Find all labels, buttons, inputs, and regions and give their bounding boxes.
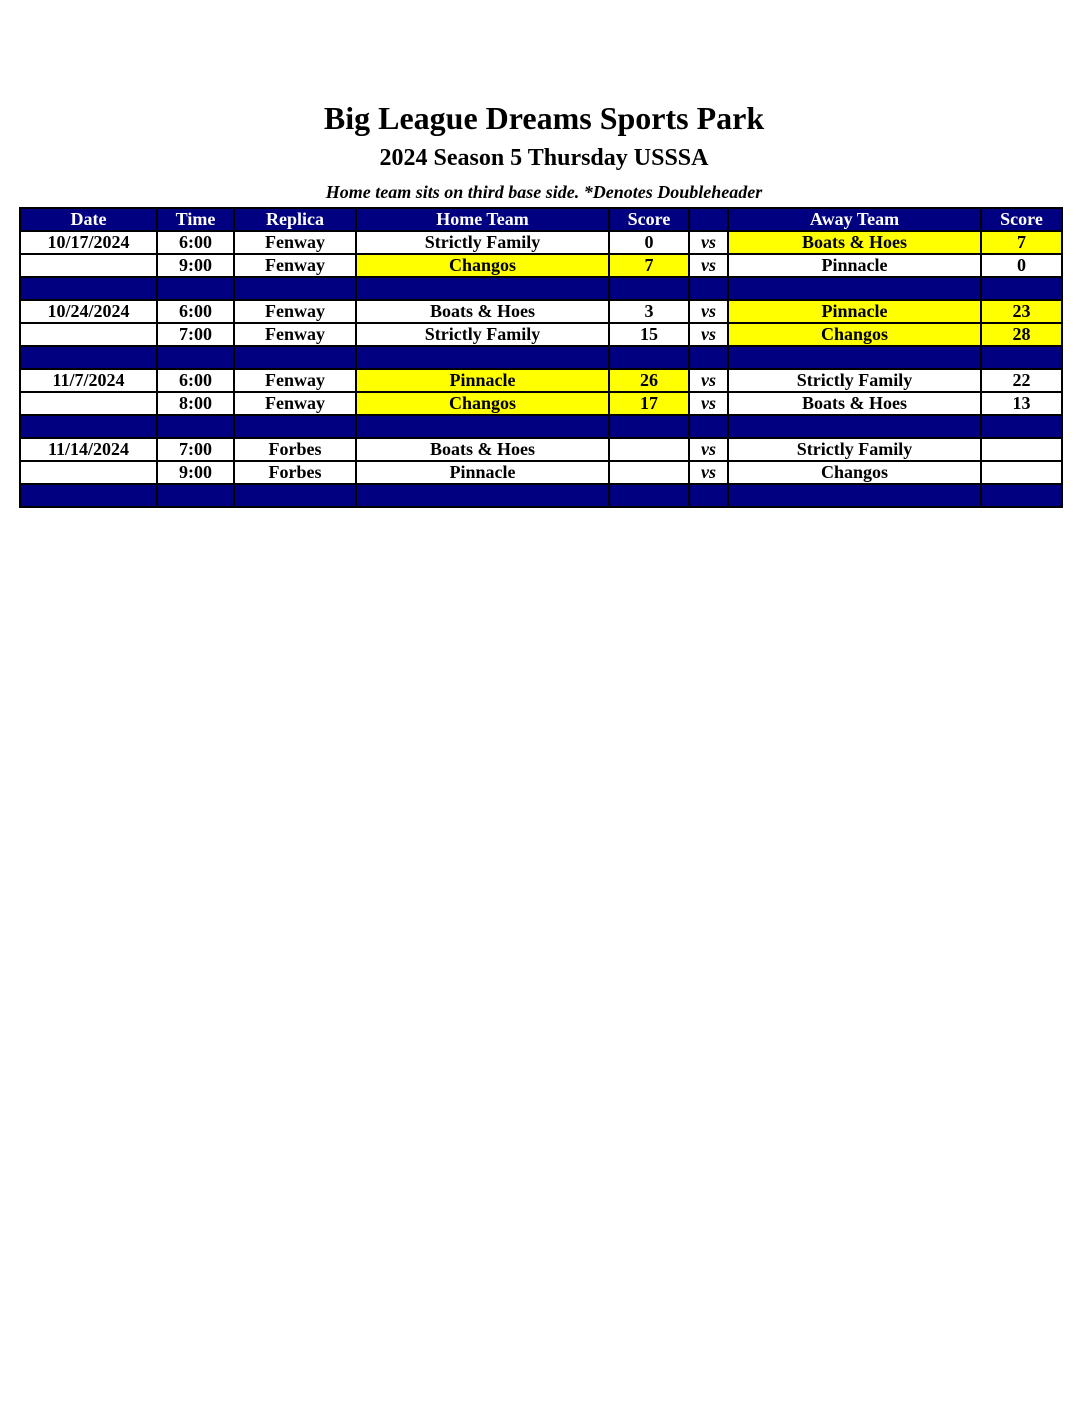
cell-home-team: Pinnacle xyxy=(356,461,609,484)
cell-vs: vs xyxy=(689,323,728,346)
cell-home-score: 15 xyxy=(609,323,689,346)
cell-home-team: Boats & Hoes xyxy=(356,438,609,461)
cell-date: 10/17/2024 xyxy=(20,231,157,254)
col-header-away-team: Away Team xyxy=(728,208,981,231)
cell-home-team: Strictly Family xyxy=(356,231,609,254)
cell-replica: Fenway xyxy=(234,392,356,415)
cell-away-score xyxy=(981,461,1062,484)
cell-home-score: 26 xyxy=(609,369,689,392)
cell-date xyxy=(20,254,157,277)
cell-date xyxy=(20,323,157,346)
table-row xyxy=(20,300,1062,323)
col-header-date: Date xyxy=(20,208,157,231)
cell-replica: Fenway xyxy=(234,369,356,392)
week-separator-row xyxy=(20,277,1062,300)
cell-away-team: Pinnacle xyxy=(728,254,981,277)
cell-away-team: Boats & Hoes xyxy=(728,231,981,254)
cell-date xyxy=(20,392,157,415)
cell-vs: vs xyxy=(689,392,728,415)
cell-away-score: 28 xyxy=(981,323,1062,346)
cell-replica: Fenway xyxy=(234,300,356,323)
cell-away-score: 13 xyxy=(981,392,1062,415)
table-row xyxy=(20,392,1062,415)
week-separator-row xyxy=(20,415,1062,438)
table-row xyxy=(20,461,1062,484)
cell-vs: vs xyxy=(689,369,728,392)
cell-vs: vs xyxy=(689,254,728,277)
cell-time: 9:00 xyxy=(157,461,234,484)
table-row xyxy=(20,231,1062,254)
table-row xyxy=(20,438,1062,461)
col-header-vs xyxy=(689,208,728,231)
cell-home-score: 17 xyxy=(609,392,689,415)
cell-replica: Forbes xyxy=(234,438,356,461)
cell-time: 6:00 xyxy=(157,300,234,323)
cell-time: 8:00 xyxy=(157,392,234,415)
table-header-row xyxy=(20,208,1062,231)
cell-away-team: Boats & Hoes xyxy=(728,392,981,415)
cell-home-score: 3 xyxy=(609,300,689,323)
col-header-home-team: Home Team xyxy=(356,208,609,231)
cell-home-score xyxy=(609,438,689,461)
cell-away-team: Changos xyxy=(728,461,981,484)
schedule-table xyxy=(19,207,1063,508)
page-subtitle: 2024 Season 5 Thursday USSSA xyxy=(379,145,709,171)
cell-home-score: 0 xyxy=(609,231,689,254)
cell-vs: vs xyxy=(689,300,728,323)
cell-vs: vs xyxy=(689,461,728,484)
cell-home-score xyxy=(609,461,689,484)
cell-home-team: Changos xyxy=(356,392,609,415)
col-header-home-score: Score xyxy=(609,208,689,231)
cell-home-team: Changos xyxy=(356,254,609,277)
col-header-time: Time xyxy=(157,208,234,231)
cell-away-team: Strictly Family xyxy=(728,369,981,392)
table-row xyxy=(20,323,1062,346)
cell-time: 7:00 xyxy=(157,323,234,346)
cell-away-score xyxy=(981,438,1062,461)
schedule-note: Home team sits on third base side. *Denotes Doubleheader xyxy=(325,182,763,202)
cell-time: 9:00 xyxy=(157,254,234,277)
cell-home-score: 7 xyxy=(609,254,689,277)
cell-replica: Fenway xyxy=(234,254,356,277)
cell-date: 10/24/2024 xyxy=(20,300,157,323)
cell-away-team: Changos xyxy=(728,323,981,346)
col-header-replica: Replica xyxy=(234,208,356,231)
table-row xyxy=(20,369,1062,392)
cell-time: 6:00 xyxy=(157,231,234,254)
cell-home-team: Boats & Hoes xyxy=(356,300,609,323)
page-title: Big League Dreams Sports Park xyxy=(323,100,765,136)
cell-date: 11/7/2024 xyxy=(20,369,157,392)
cell-away-team: Pinnacle xyxy=(728,300,981,323)
col-header-away-score: Score xyxy=(981,208,1062,231)
cell-away-score: 7 xyxy=(981,231,1062,254)
cell-date: 11/14/2024 xyxy=(20,438,157,461)
cell-date xyxy=(20,461,157,484)
cell-home-team: Strictly Family xyxy=(356,323,609,346)
cell-time: 6:00 xyxy=(157,369,234,392)
cell-home-team: Pinnacle xyxy=(356,369,609,392)
cell-replica: Forbes xyxy=(234,461,356,484)
cell-time: 7:00 xyxy=(157,438,234,461)
table-row xyxy=(20,254,1062,277)
cell-vs: vs xyxy=(689,438,728,461)
cell-replica: Fenway xyxy=(234,231,356,254)
cell-away-score: 23 xyxy=(981,300,1062,323)
cell-replica: Fenway xyxy=(234,323,356,346)
cell-away-score: 22 xyxy=(981,369,1062,392)
week-separator-row xyxy=(20,484,1062,507)
cell-away-team: Strictly Family xyxy=(728,438,981,461)
week-separator-row xyxy=(20,346,1062,369)
cell-away-score: 0 xyxy=(981,254,1062,277)
cell-vs: vs xyxy=(689,231,728,254)
